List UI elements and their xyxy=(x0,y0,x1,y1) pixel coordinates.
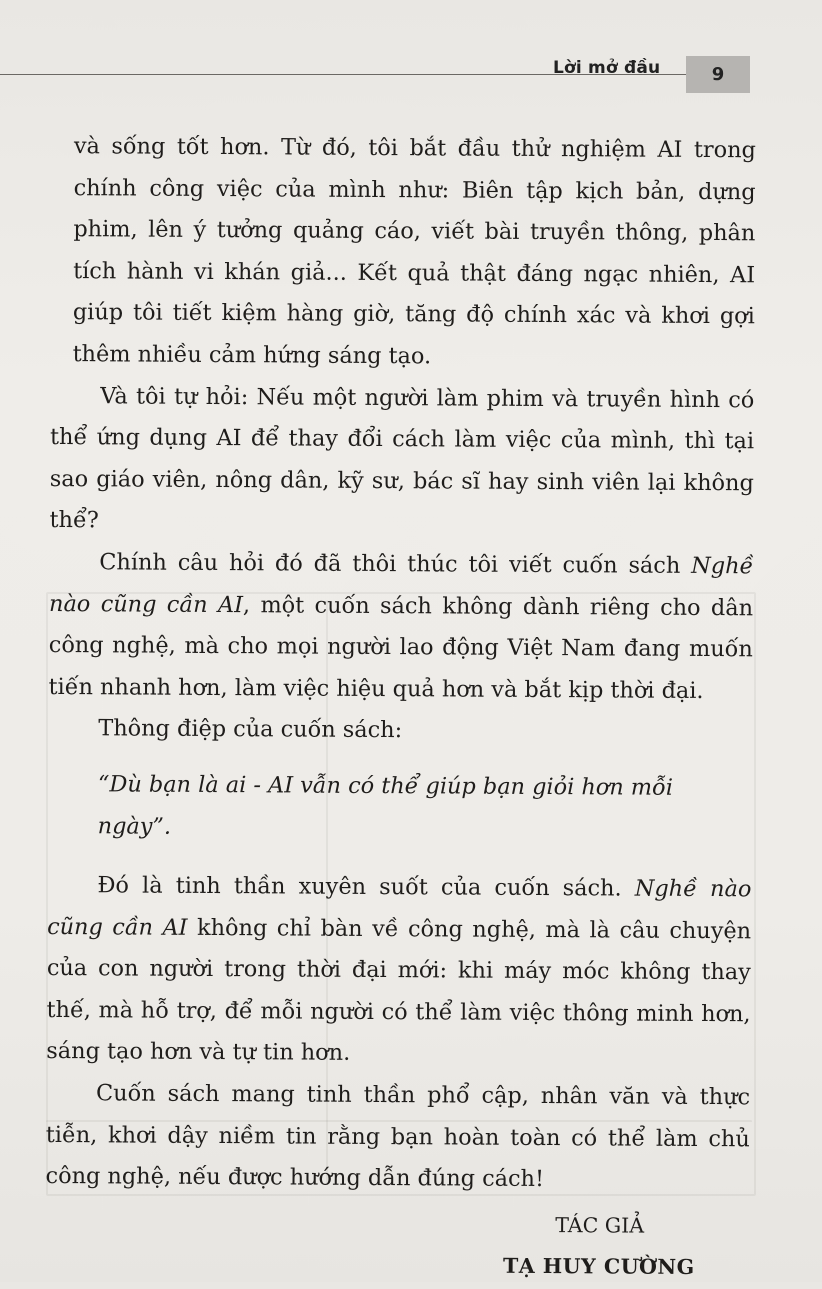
book-title: Nghề nào cũng cần AI xyxy=(49,552,754,618)
book-title: Nghề nào cũng cần AI xyxy=(47,875,752,941)
paragraph-3 xyxy=(48,542,753,713)
author-name: TẠ HUY CƯỜNG xyxy=(502,1254,695,1280)
paragraph-3-text-a: Chính câu hỏi đó đã thôi thúc tôi viết cuốn sách xyxy=(99,549,692,579)
body-text xyxy=(45,126,756,1289)
paragraph-6: Cuốn sách mang tinh thần phổ cập, nhân văn và thực tiễn, khơi dậy niềm tin rằng bạn hoàn toàn có thể làm chủ công nghệ, nếu được hướng dẫn đúng cách! xyxy=(45,1080,751,1193)
page-number: 9 xyxy=(711,64,725,85)
paragraph-4: Thông điệp của cuốn sách: xyxy=(98,715,403,744)
paragraph-5-text-a: Đó là tinh thần xuyên suốt của cuốn sách. xyxy=(97,872,635,902)
paragraph-5-text-b: không chỉ bàn về công nghệ, mà là câu chuyện của con người trong thời đại mới: khi máy móc không thay thế, mà hỗ trợ, để mỗi người có thể làm việc thông minh hơn, sáng tạo hơn và tự tin hơn. xyxy=(46,914,752,1067)
paragraph-2: Và tôi tự hỏi: Nếu một người làm phim và truyền hình có thể ứng dụng AI để thay đổi cách làm việc của mình, thì tại sao giáo viên, nông dân, kỹ sư, bác sĩ hay sinh viên lại không thể? xyxy=(49,382,755,534)
page-number-box xyxy=(686,56,750,93)
paragraph-1: và sống tốt hơn. Từ đó, tôi bắt đầu thử nghiệm AI trong chính công việc của mình như: Biên tập kịch bản, dựng phim, lên ý tưởng quảng cáo, viết bài truyền thông, phân tích hành vi khán giả... Kết quả thật đáng ngạc nhiên, AI giúp tôi tiết kiệm hàng giờ, tăng độ chính xác và khơi gợi thêm nhiều cảm hứng sáng tạo. xyxy=(72,133,756,370)
paragraph-5 xyxy=(46,865,751,1077)
paragraph-3-text-b: , một cuốn sách không dành riêng cho dân công nghệ, mà cho mọi người lao động Việt Nam đang muốn tiến nhanh hơn, làm việc hiệu quả hơn và bắt kịp thời đại. xyxy=(48,591,754,704)
book-message-quote: “Dù bạn là ai - AI vẫn có thể giúp bạn giỏi hơn mỗi ngày”. xyxy=(97,771,674,840)
author-label: TÁC GIẢ xyxy=(555,1212,645,1238)
running-title: Lời mở đầu xyxy=(553,58,661,78)
